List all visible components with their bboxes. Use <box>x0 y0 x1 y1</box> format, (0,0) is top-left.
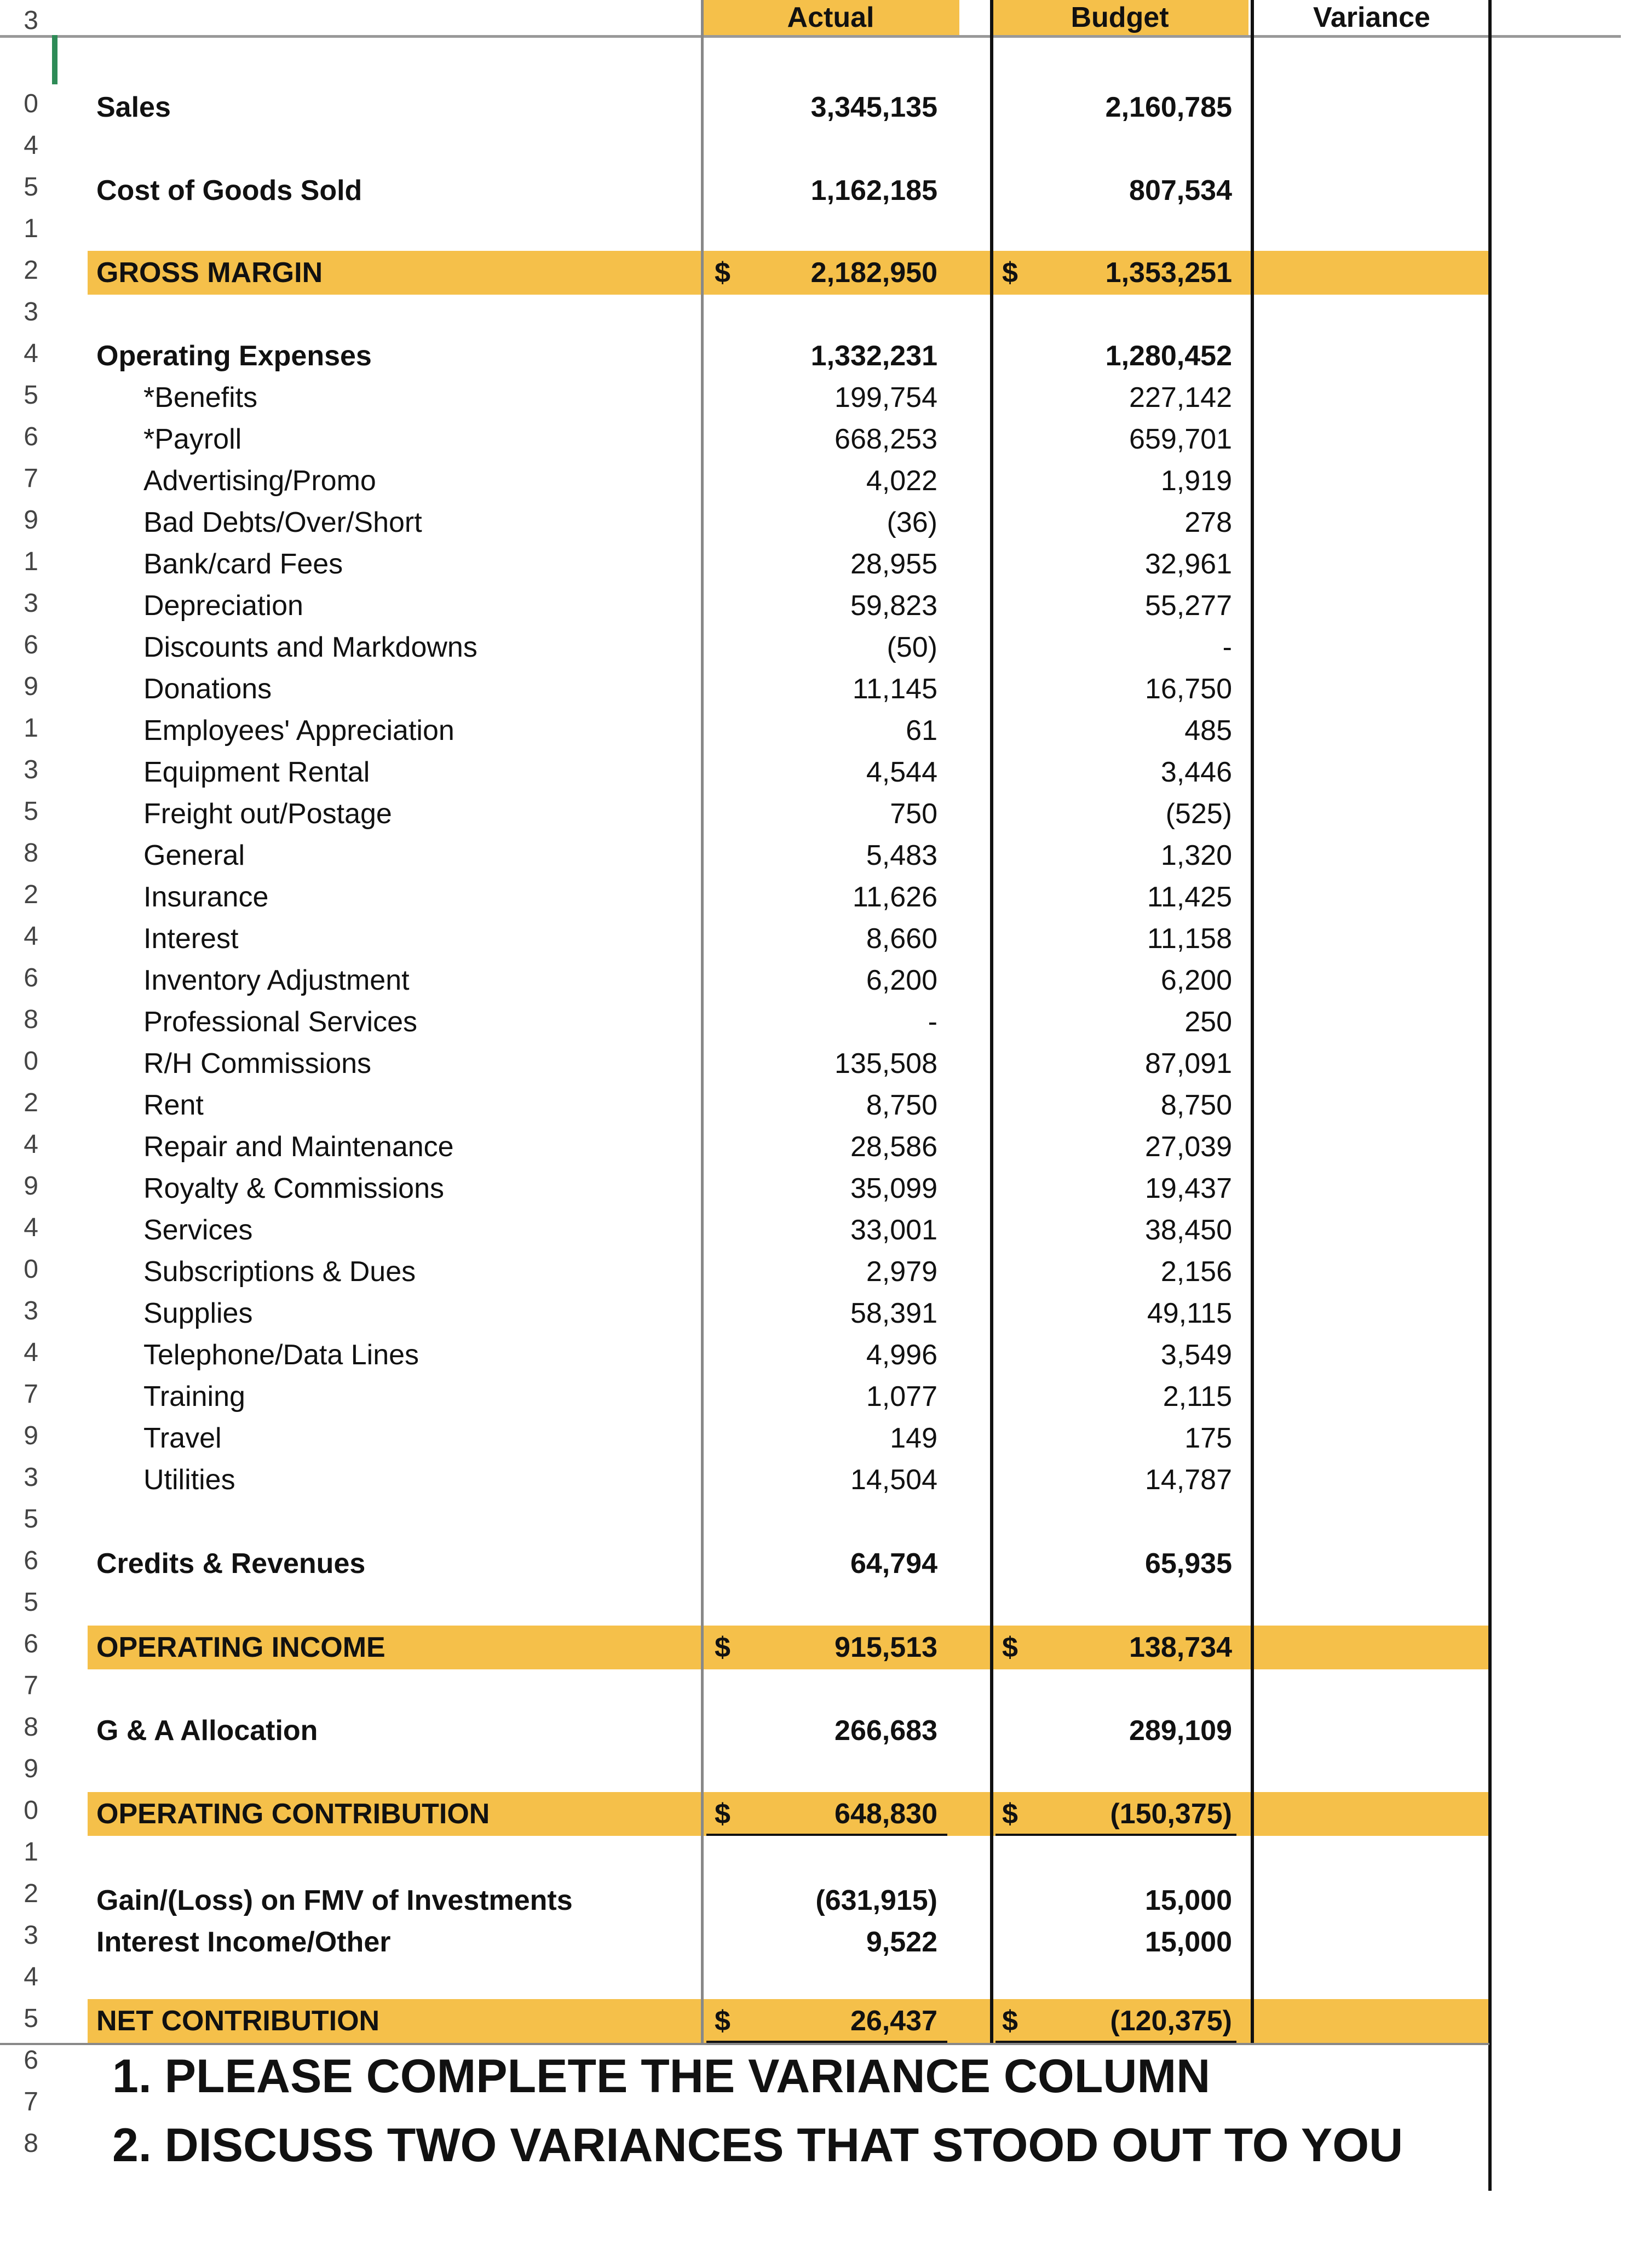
expense-row[interactable] <box>0 1084 1489 1126</box>
row-number[interactable]: 0 <box>24 1047 38 1076</box>
expense-label: Training <box>143 1381 245 1413</box>
operating-contribution-row[interactable] <box>0 1793 1489 1835</box>
operating-income-budget-currency: $ <box>1002 1632 1018 1663</box>
expense-row[interactable] <box>0 1376 1489 1417</box>
expense-actual: 4,996 <box>866 1339 937 1371</box>
gross-margin-budget-currency: $ <box>1002 257 1018 289</box>
header-variance: Variance <box>1313 2 1430 33</box>
expense-budget: 1,320 <box>1160 840 1232 871</box>
expense-budget: 659,701 <box>1129 423 1232 455</box>
row-number[interactable]: 4 <box>24 339 38 368</box>
expense-label: Advertising/Promo <box>143 465 376 497</box>
opex-actual: 1,332,231 <box>810 340 937 372</box>
expense-label: Discounts and Markdowns <box>143 631 477 663</box>
sales-label: Sales <box>96 91 171 123</box>
row-number[interactable]: 9 <box>24 672 38 701</box>
expense-label: Services <box>143 1214 253 1246</box>
ga-allocation-budget: 289,109 <box>1129 1715 1232 1747</box>
row-number[interactable]: 8 <box>24 1713 38 1742</box>
expense-budget: 175 <box>1184 1422 1232 1454</box>
expense-row[interactable] <box>0 710 1489 751</box>
expense-row[interactable] <box>0 1293 1489 1334</box>
cogs-label: Cost of Goods Sold <box>96 175 362 206</box>
sales-row[interactable] <box>0 87 1489 128</box>
row-number[interactable]: 5 <box>24 797 38 826</box>
expense-row[interactable] <box>0 1417 1489 1459</box>
expense-label: Interest <box>143 923 239 955</box>
expense-row[interactable] <box>0 585 1489 627</box>
operating-income-budget: 138,734 <box>1129 1632 1232 1663</box>
expense-budget: 227,142 <box>1129 382 1232 414</box>
expense-row[interactable] <box>0 1209 1489 1251</box>
operating-contribution-label: OPERATING CONTRIBUTION <box>96 1798 490 1830</box>
row-number[interactable]: 6 <box>24 963 38 992</box>
expense-actual: 33,001 <box>850 1214 937 1246</box>
row-number[interactable]: 1 <box>24 214 38 243</box>
expense-label: Inventory Adjustment <box>143 964 410 996</box>
row-number[interactable]: 5 <box>24 381 38 410</box>
row-number[interactable]: 7 <box>24 2087 38 2116</box>
expense-budget: 485 <box>1184 715 1232 747</box>
row-number[interactable]: 3 <box>24 1921 38 1950</box>
expense-budget: 6,200 <box>1160 964 1232 996</box>
expense-budget: 250 <box>1184 1006 1232 1038</box>
expense-actual: 28,586 <box>850 1131 937 1163</box>
row-number[interactable]: 3 <box>24 297 38 326</box>
net-contribution-actual: 26,437 <box>850 2005 937 2037</box>
expense-budget: 19,437 <box>1144 1173 1232 1204</box>
expense-budget: 16,750 <box>1144 673 1232 705</box>
net-contribution-budget: (120,375) <box>1110 2005 1232 2037</box>
sales-budget: 2,160,785 <box>1105 91 1232 123</box>
expense-label: Supplies <box>143 1297 253 1329</box>
expense-row[interactable] <box>0 502 1489 543</box>
expense-actual: 750 <box>890 798 937 830</box>
gain-loss-label: Gain/(Loss) on FMV of Investments <box>96 1885 573 1916</box>
row-number[interactable]: 4 <box>24 131 38 160</box>
interest-income-actual: 9,522 <box>866 1926 937 1958</box>
row-number[interactable]: 2 <box>24 1088 38 1117</box>
row-number[interactable]: 0 <box>24 89 38 118</box>
expense-label: Employees' Appreciation <box>143 715 454 747</box>
expense-label: General <box>143 840 245 871</box>
expense-budget: - <box>1222 631 1232 663</box>
operating-income-label: OPERATING INCOME <box>96 1632 385 1663</box>
row-number[interactable]: 9 <box>24 1172 38 1201</box>
expense-row[interactable] <box>0 543 1489 585</box>
row-number[interactable]: 1 <box>24 1838 38 1867</box>
expense-label: *Benefits <box>143 382 258 414</box>
row-number[interactable]: 2 <box>24 880 38 909</box>
interest-income-budget: 15,000 <box>1144 1926 1232 1958</box>
net-contribution-underline-actual <box>706 2041 947 2043</box>
expense-actual: (50) <box>887 631 937 663</box>
row-number[interactable]: 6 <box>24 1629 38 1658</box>
expense-actual: 58,391 <box>850 1297 937 1329</box>
expense-label: Insurance <box>143 881 269 913</box>
row-number[interactable]: 1 <box>24 714 38 743</box>
gross-margin-label: GROSS MARGIN <box>96 257 323 289</box>
row-number[interactable]: 1 <box>24 547 38 576</box>
header-budget: Budget <box>1071 2 1169 33</box>
row-number[interactable]: 8 <box>24 839 38 868</box>
expense-row[interactable] <box>0 1168 1489 1209</box>
expense-budget: 38,450 <box>1144 1214 1232 1246</box>
expense-actual: 59,823 <box>850 590 937 622</box>
row-number[interactable]: 6 <box>24 1546 38 1575</box>
expense-row[interactable] <box>0 1334 1489 1376</box>
row-number[interactable]: 8 <box>24 2129 38 2158</box>
expense-budget: 27,039 <box>1144 1131 1232 1163</box>
net-contribution-actual-currency: $ <box>715 2005 730 2037</box>
expense-budget: 3,549 <box>1160 1339 1232 1371</box>
operating-contribution-budget: (150,375) <box>1110 1798 1232 1830</box>
expense-actual: 11,626 <box>852 881 937 913</box>
header-rule <box>0 35 1621 38</box>
row-number[interactable]: 5 <box>24 173 38 202</box>
row-number[interactable]: 5 <box>24 2004 38 2033</box>
expense-row[interactable] <box>0 835 1489 876</box>
expense-budget: 49,115 <box>1147 1297 1232 1329</box>
expense-budget: 1,919 <box>1160 465 1232 497</box>
row-number[interactable]: 4 <box>24 1213 38 1242</box>
expense-budget: 11,425 <box>1147 881 1232 913</box>
row-number[interactable]: 6 <box>24 422 38 451</box>
row-number[interactable]: 3 <box>24 1463 38 1492</box>
expense-budget: 2,115 <box>1163 1381 1232 1413</box>
row-number[interactable]: 6 <box>24 2046 38 2075</box>
expense-label: Utilities <box>143 1464 235 1496</box>
row-number[interactable]: 7 <box>24 464 38 493</box>
header-actual: Actual <box>787 2 874 33</box>
expense-actual: 5,483 <box>866 840 937 871</box>
expense-row[interactable] <box>0 960 1489 1001</box>
instruction-2: 2. DISCUSS TWO VARIANCES THAT STOOD OUT TO YOU <box>112 2119 1403 2172</box>
opex-budget: 1,280,452 <box>1105 340 1232 372</box>
expense-label: Royalty & Commissions <box>143 1173 445 1204</box>
expense-actual: 35,099 <box>850 1173 937 1204</box>
expense-actual: 135,508 <box>835 1048 937 1080</box>
operating-contribution-underline-actual <box>706 1834 947 1836</box>
expense-label: Subscriptions & Dues <box>143 1256 416 1288</box>
expense-label: Depreciation <box>143 590 303 622</box>
gross-margin-row[interactable] <box>0 252 1489 294</box>
expense-label: Professional Services <box>143 1006 417 1038</box>
operating-income-actual-currency: $ <box>715 1632 730 1663</box>
row-number[interactable]: 3 <box>24 755 38 784</box>
row-number[interactable]: 9 <box>24 1754 38 1783</box>
operating-income-actual: 915,513 <box>835 1632 937 1663</box>
expense-row[interactable] <box>0 460 1489 502</box>
expense-row[interactable] <box>0 1251 1489 1293</box>
expense-row[interactable] <box>0 377 1489 418</box>
operating-contribution-actual: 648,830 <box>835 1798 937 1830</box>
expense-row[interactable] <box>0 793 1489 835</box>
expense-label: Repair and Maintenance <box>143 1131 454 1163</box>
row-number[interactable]: 2 <box>24 256 38 285</box>
operating-contribution-underline-budget <box>995 1834 1236 1836</box>
expense-row[interactable] <box>0 1126 1489 1168</box>
expense-actual: 6,200 <box>866 964 937 996</box>
expense-actual: 199,754 <box>835 382 937 414</box>
expense-row[interactable] <box>0 1001 1489 1043</box>
expense-label: Donations <box>143 673 272 705</box>
expense-budget: 32,961 <box>1144 548 1232 580</box>
row-number[interactable]: 9 <box>24 1421 38 1450</box>
expense-label: R/H Commissions <box>143 1048 372 1080</box>
expense-budget: 3,446 <box>1160 756 1232 788</box>
bottom-rule <box>0 2043 1489 2045</box>
operating-contribution-actual-currency: $ <box>715 1798 730 1830</box>
row-number[interactable] <box>0 42 38 83</box>
expense-budget: 11,158 <box>1147 923 1232 955</box>
expense-actual: 28,955 <box>850 548 937 580</box>
expense-actual: 8,750 <box>866 1089 937 1121</box>
expense-budget: 2,156 <box>1160 1256 1232 1288</box>
expense-actual: 4,544 <box>866 756 937 788</box>
row-number[interactable]: 0 <box>24 1796 38 1825</box>
expense-actual: 668,253 <box>835 423 937 455</box>
row-number[interactable]: 5 <box>24 1588 38 1617</box>
expense-label: Rent <box>143 1089 204 1121</box>
cogs-row[interactable] <box>0 170 1489 211</box>
ga-allocation-actual: 266,683 <box>835 1715 937 1747</box>
expense-actual: (36) <box>887 507 937 538</box>
net-contribution-underline-budget <box>995 2041 1236 2043</box>
net-contribution-label: NET CONTRIBUTION <box>96 2005 380 2037</box>
expense-actual: 1,077 <box>866 1381 937 1413</box>
gross-margin-actual-currency: $ <box>715 257 730 289</box>
expense-actual: 8,660 <box>866 923 937 955</box>
expense-row[interactable] <box>0 1459 1489 1501</box>
gain-loss-actual: (631,915) <box>815 1885 937 1916</box>
expense-label: Freight out/Postage <box>143 798 392 830</box>
instruction-1: 1. PLEASE COMPLETE THE VARIANCE COLUMN <box>112 2050 1211 2103</box>
expense-label: Travel <box>143 1422 222 1454</box>
expense-row[interactable] <box>0 418 1489 460</box>
expense-label: Telephone/Data Lines <box>143 1339 419 1371</box>
expense-actual: 4,022 <box>866 465 937 497</box>
ga-allocation-row[interactable] <box>0 1710 1489 1752</box>
expense-budget: 87,091 <box>1144 1048 1232 1080</box>
expense-budget: 278 <box>1184 507 1232 538</box>
row-number[interactable]: 3 <box>24 589 38 618</box>
expense-actual: 149 <box>890 1422 937 1454</box>
gain-loss-row[interactable] <box>0 1880 1489 1921</box>
gross-margin-actual: 2,182,950 <box>810 257 937 289</box>
row-number[interactable]: 0 <box>24 1255 38 1284</box>
credits-budget: 65,935 <box>1144 1548 1232 1580</box>
expense-actual: - <box>928 1006 937 1038</box>
opex-label: Operating Expenses <box>96 340 372 372</box>
expense-row[interactable] <box>0 627 1489 668</box>
operating-contribution-budget-currency: $ <box>1002 1798 1018 1830</box>
row-number[interactable]: 3 <box>24 6 38 35</box>
opex-row[interactable] <box>0 335 1489 377</box>
gross-margin-budget: 1,353,251 <box>1105 257 1232 289</box>
expense-label: *Payroll <box>143 423 242 455</box>
expense-actual: 11,145 <box>852 673 937 705</box>
expense-actual: 61 <box>906 715 937 747</box>
interest-income-row[interactable] <box>0 1921 1489 1963</box>
expense-budget: 14,787 <box>1144 1464 1232 1496</box>
expense-budget: 55,277 <box>1144 590 1232 622</box>
expense-row[interactable] <box>0 918 1489 960</box>
expense-row[interactable] <box>0 1043 1489 1084</box>
credits-actual: 64,794 <box>850 1548 937 1580</box>
ga-allocation-label: G & A Allocation <box>96 1715 318 1747</box>
interest-income-label: Interest Income/Other <box>96 1926 391 1958</box>
gain-loss-budget: 15,000 <box>1144 1885 1232 1916</box>
expense-row[interactable] <box>0 751 1489 793</box>
row-gutter-selection <box>52 35 57 84</box>
row-number[interactable]: 2 <box>24 1879 38 1908</box>
row-number[interactable]: 5 <box>24 1505 38 1534</box>
operating-income-row[interactable] <box>0 1627 1489 1668</box>
expense-budget: (525) <box>1165 798 1232 830</box>
row-number[interactable]: 4 <box>24 1338 38 1367</box>
expense-actual: 2,979 <box>866 1256 937 1288</box>
expense-row[interactable] <box>0 876 1489 918</box>
row-number[interactable]: 7 <box>24 1380 38 1409</box>
net-contribution-budget-currency: $ <box>1002 2005 1018 2037</box>
row-number[interactable]: 9 <box>24 506 38 535</box>
row-number[interactable]: 8 <box>24 1005 38 1034</box>
sales-actual: 3,345,135 <box>810 91 937 123</box>
row-number[interactable]: 4 <box>24 1130 38 1159</box>
credits-row[interactable] <box>0 1543 1489 1584</box>
net-contribution-row[interactable] <box>0 2000 1489 2042</box>
expense-actual: 14,504 <box>850 1464 937 1496</box>
row-number[interactable]: 3 <box>24 1296 38 1325</box>
row-number[interactable]: 4 <box>24 1962 38 1991</box>
cogs-budget: 807,534 <box>1129 175 1232 206</box>
expense-label: Bank/card Fees <box>143 548 343 580</box>
expense-row[interactable] <box>0 668 1489 710</box>
row-number[interactable]: 6 <box>24 630 38 659</box>
row-number[interactable]: 7 <box>24 1671 38 1700</box>
expense-label: Equipment Rental <box>143 756 370 788</box>
expense-label: Bad Debts/Over/Short <box>143 507 422 538</box>
row-number[interactable]: 4 <box>24 922 38 951</box>
credits-label: Credits & Revenues <box>96 1548 366 1580</box>
expense-budget: 8,750 <box>1160 1089 1232 1121</box>
cogs-actual: 1,162,185 <box>810 175 937 206</box>
